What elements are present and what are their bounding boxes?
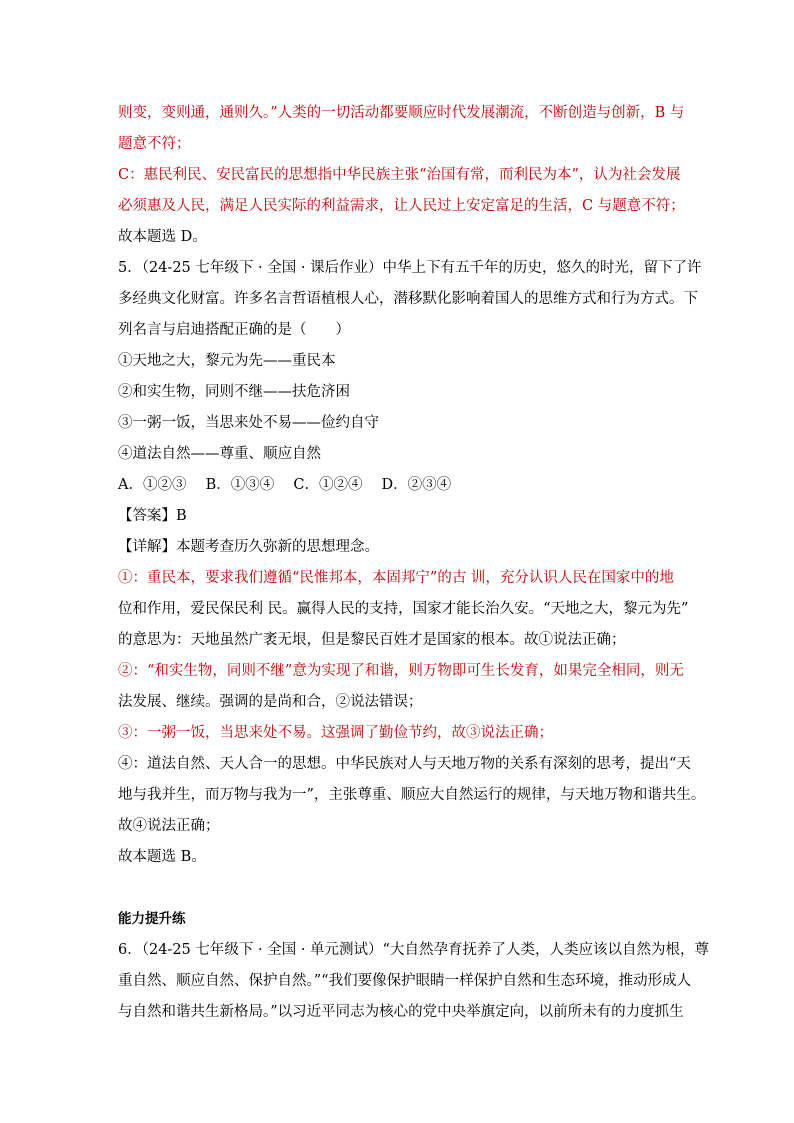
- text-line: 的意思为：天地虽然广袤无垠，但是黎民百姓才是国家的根本。故①说法正确；: [118, 632, 626, 648]
- question-stem: 6．（24-25 七年级下 · 全国 · 单元测试）“大自然孕育抚养了人类，人类应该以自然为根，尊: [118, 942, 709, 958]
- statement-1: ①天地之大，黎元为先——重民本: [118, 353, 336, 369]
- answer-options: A．①②③ B．①③④ C．①②④ D．②③④: [118, 477, 452, 493]
- text-line: 法发展、继续。强调的是尚和合，②说法错误；: [118, 694, 423, 710]
- text-line: 故本题选 B。: [118, 849, 206, 865]
- text-line: 故④说法正确；: [118, 818, 220, 834]
- statement-4: ④道法自然——尊重、顺应自然: [118, 446, 321, 462]
- statement-3: ③一粥一饭，当思来处不易——俭约自守: [118, 415, 379, 431]
- text-line: 位和作用，爱民保民利 民。赢得人民的支持，国家才能长治久安。“天地之大，黎元为先”: [118, 601, 689, 617]
- section-heading: 能力提升练: [118, 911, 186, 927]
- text-line: ①：重民本，要求我们遵循“民惟邦本，本固邦宁”的古 训，充分认识人民在国家中的地: [118, 570, 674, 586]
- text-line: C：惠民利民、安民富民的思想指中华民族主张“治国有常，而利民为本”，认为社会发展: [118, 167, 681, 183]
- question-stem: 列名言与启迪搭配正确的是（ ）: [118, 322, 350, 338]
- text-line: ②：“和实生物，同则不继”意为实现了和谐，则万物即可生长发育，如果完全相同，则无: [118, 663, 684, 679]
- text-line: 必须惠及人民，满足人民实际的利益需求，让人民过上安定富足的生活，C 与题意不符；: [118, 198, 685, 214]
- text-line: 故本题选 D。: [118, 229, 207, 245]
- question-stem: 与自然和谐共生新格局。”以习近平同志为核心的党中央举旗定向，以前所未有的力度抓生: [118, 1004, 684, 1020]
- statement-2: ②和实生物，同则不继——扶危济困: [118, 384, 350, 400]
- text-line: ④：道法自然、天人合一的思想。中华民族对人与天地万物的关系有深刻的思考，提出“天: [118, 756, 691, 772]
- explanation-label: 【详解】本题考查历久弥新的思想理念。: [118, 539, 379, 555]
- text-line: ③：一粥一饭，当思来处不易。这强调了勤俭节约，故③说法正确；: [118, 725, 553, 741]
- question-stem: 重自然、顺应自然、保护自然。”“我们要像保护眼睛一样保护自然和生态环境，推动形成人: [118, 973, 692, 989]
- question-stem: 多经典文化财富。许多名言哲语植根人心，潜移默化影响着国人的思维方式和行为方式。下: [118, 291, 698, 307]
- text-line: 题意不符；: [118, 136, 191, 152]
- answer-label: 【答案】B: [118, 508, 187, 524]
- text-line: 地与我并生，而万物与我为一”，主张尊重、顺应大自然运行的规律，与天地万物和谐共生。: [118, 787, 706, 803]
- text-line: 则变，变则通，通则久。”人类的一切活动都要顺应时代发展潮流，不断创造与创新，B 与: [118, 105, 685, 121]
- question-stem: 5．（24-25 七年级下 · 全国 · 课后作业）中华上下有五千年的历史，悠久的时光，留下了许: [118, 260, 702, 276]
